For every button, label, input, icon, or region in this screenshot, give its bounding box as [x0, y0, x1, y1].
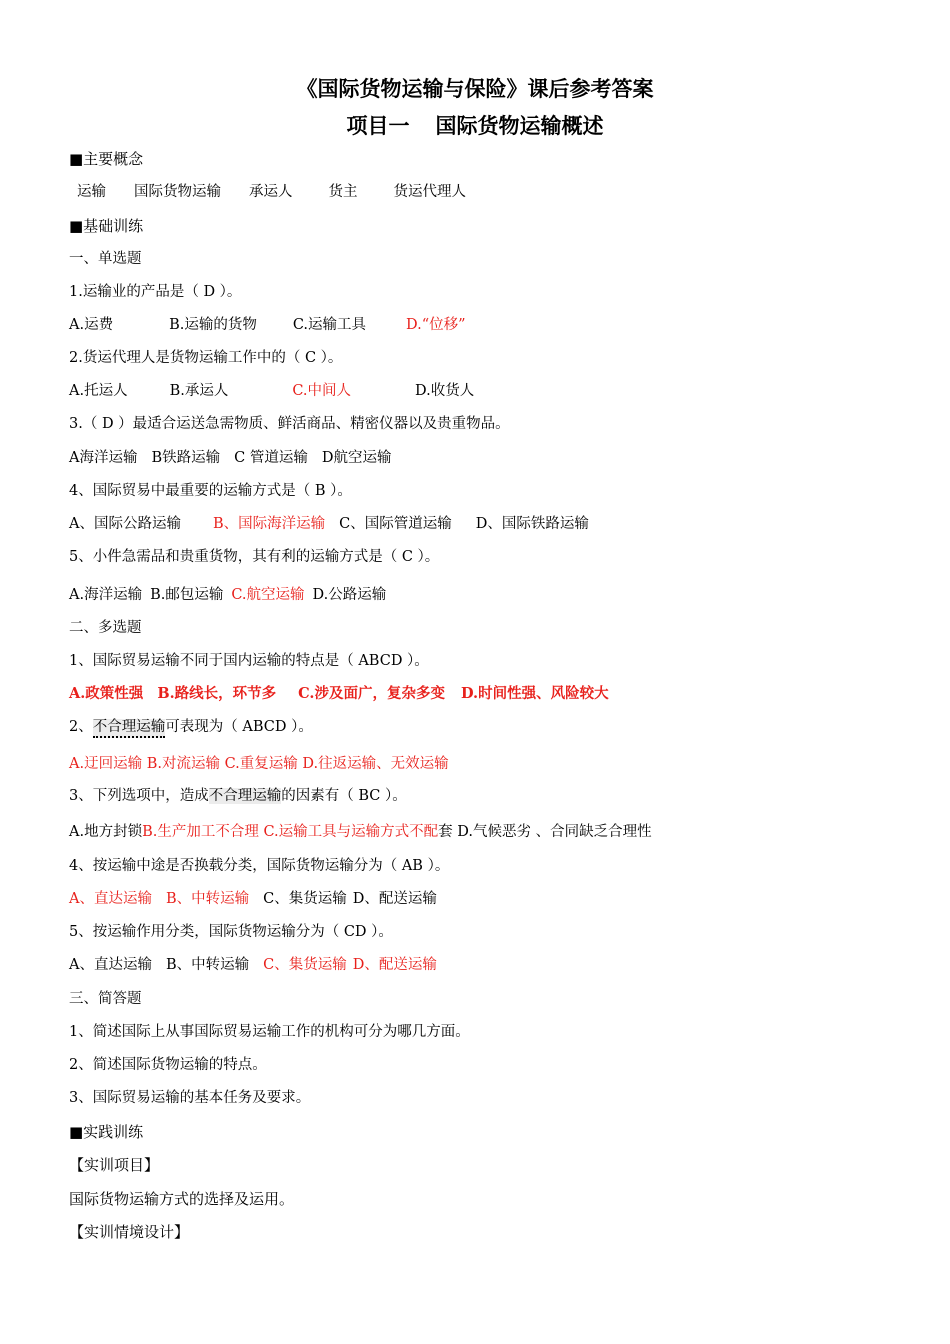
option-d: D.收货人 [415, 383, 475, 399]
concept-item: 货主 [328, 184, 358, 200]
option-a: A、国际公路运输 [69, 516, 181, 532]
option-a-answer: A、直达运输 [69, 891, 152, 907]
option-d-answer: D航空运输 [321, 450, 392, 466]
multi-question-1: 1、国际贸易运输不同于国内运输的特点是（ ABCD ）。 [69, 653, 429, 669]
question-1: 1.运输业的产品是（ D ）。 [69, 284, 242, 300]
document-title: 《国际货物运输与保险》课后参考答案 [296, 77, 654, 101]
option-d: D、国际铁路运输 [475, 516, 589, 532]
option-a: A.托运人 [69, 383, 128, 399]
question-5: 5、小件急需品和贵重货物，其有利的运输方式是（ C ）。 [69, 549, 440, 565]
concept-item: 运输 [77, 184, 106, 200]
question-text: 3、下列选项中，造成 [69, 788, 209, 804]
question-4: 4、国际贸易中最重要的运输方式是（ B ）。 [69, 483, 352, 499]
option-c: C 管道运输 [234, 450, 308, 466]
highlighted-term: 不合理运输 [208, 788, 282, 804]
option-a: A海洋运输 [69, 450, 138, 466]
multi-question-5: 5、按运输作用分类，国际货物运输分为（ CD ）。 [69, 924, 393, 940]
option-a-answer: A.政策性强 [69, 685, 144, 702]
multi-choice-header: 二、多选题 [69, 620, 142, 636]
multi-question-3-options [69, 822, 652, 842]
option-c: C、国际管道运输 [339, 516, 452, 532]
basic-training-header: ■基础训练 [69, 217, 144, 235]
multi-question-2 [69, 717, 313, 737]
highlighted-term: 不合理运输 [93, 719, 166, 738]
practice-header: ■实践训练 [69, 1123, 144, 1141]
project-header: 【实训项目】 [69, 1156, 160, 1174]
option-d: D、配送运输 [352, 891, 437, 907]
question-2: 2.货运代理人是货物运输工作中的（ C ）。 [69, 350, 343, 366]
option-b: B.运输的货物 [169, 317, 257, 333]
option-c-answer: C.航空运输 [231, 587, 305, 603]
scenario-header: 【实训情境设计】 [69, 1223, 190, 1241]
chapter-number: 项目一 [346, 114, 410, 138]
single-choice-header: 一、单选题 [69, 251, 142, 267]
options-b-c-answer: B.生产加工不合理 C.运输工具与运输方式不配 [142, 824, 439, 840]
multi-question-3 [69, 786, 407, 806]
question-3: 3.（ D ）最适合运送急需物质、鲜活商品、精密仪器以及贵重物品。 [69, 416, 510, 432]
option-b-answer: B.路线长，环节多 [157, 685, 277, 702]
option-a: A.地方封锁 [69, 824, 143, 840]
question-number: 2、 [69, 719, 93, 735]
question-text: 可表现为（ ABCD ）。 [165, 719, 313, 735]
question-4-options [69, 514, 589, 534]
option-d-answer: D.时间性强、风险较大 [460, 685, 609, 702]
multi-question-4: 4、按运输中途是否换载分类，国际货物运输分为（ AB ）。 [69, 858, 450, 874]
option-d: D.公路运输 [312, 587, 387, 603]
multi-question-1-options [69, 684, 609, 704]
short-question-3: 3、国际贸易运输的基本任务及要求。 [69, 1090, 311, 1106]
short-answer-header: 三、简答题 [69, 991, 142, 1007]
option-b: B、中转运输 [165, 957, 250, 973]
option-c-answer: C、集货运输 [263, 957, 347, 973]
question-text: 的因素有（ BC ）。 [281, 788, 407, 804]
question-2-options [69, 381, 474, 401]
chapter-title [0, 110, 950, 140]
option-d-answer: D.“位移” [406, 317, 466, 333]
multi-question-5-options [69, 955, 437, 975]
option-b: B.承运人 [169, 383, 229, 399]
option-a: A.运费 [69, 317, 114, 333]
concept-item: 国际货物运输 [134, 184, 221, 200]
option-d: 套 D.气候恶劣 、合同缺乏合理性 [438, 824, 652, 840]
multi-question-2-options-answer: A.迂回运输 B.对流运输 C.重复运输 D.往返运输、无效运输 [69, 756, 449, 772]
option-b-answer: B、中转运输 [165, 891, 250, 907]
question-1-options [69, 315, 466, 335]
option-c: C.运输工具 [292, 317, 367, 333]
question-3-options [69, 448, 392, 468]
project-text: 国际货物运输方式的选择及运用。 [69, 1190, 295, 1208]
concepts-list [77, 182, 466, 202]
option-c-answer: C.涉及面广，复杂多变 [298, 685, 445, 702]
option-b: B.邮包运输 [150, 587, 224, 603]
option-c-answer: C.中间人 [292, 383, 352, 399]
option-a: A.海洋运输 [69, 587, 143, 603]
option-a: A、直达运输 [69, 957, 152, 973]
concepts-header: ■主要概念 [69, 150, 144, 168]
option-c: C、集货运输 [263, 891, 347, 907]
concept-item: 承运人 [249, 184, 293, 200]
option-b: B铁路运输 [151, 450, 221, 466]
option-b-answer: B、国际海洋运输 [212, 516, 326, 532]
question-5-options [69, 585, 386, 605]
multi-question-4-options [69, 889, 437, 909]
short-question-2: 2、简述国际货物运输的特点。 [69, 1057, 267, 1073]
short-question-1: 1、简述国际上从事国际贸易运输工作的机构可分为哪几方面。 [69, 1024, 470, 1040]
concept-item: 货运代理人 [393, 184, 466, 200]
chapter-name: 国际货物运输概述 [435, 114, 604, 138]
option-d-answer: D、配送运输 [352, 957, 437, 973]
